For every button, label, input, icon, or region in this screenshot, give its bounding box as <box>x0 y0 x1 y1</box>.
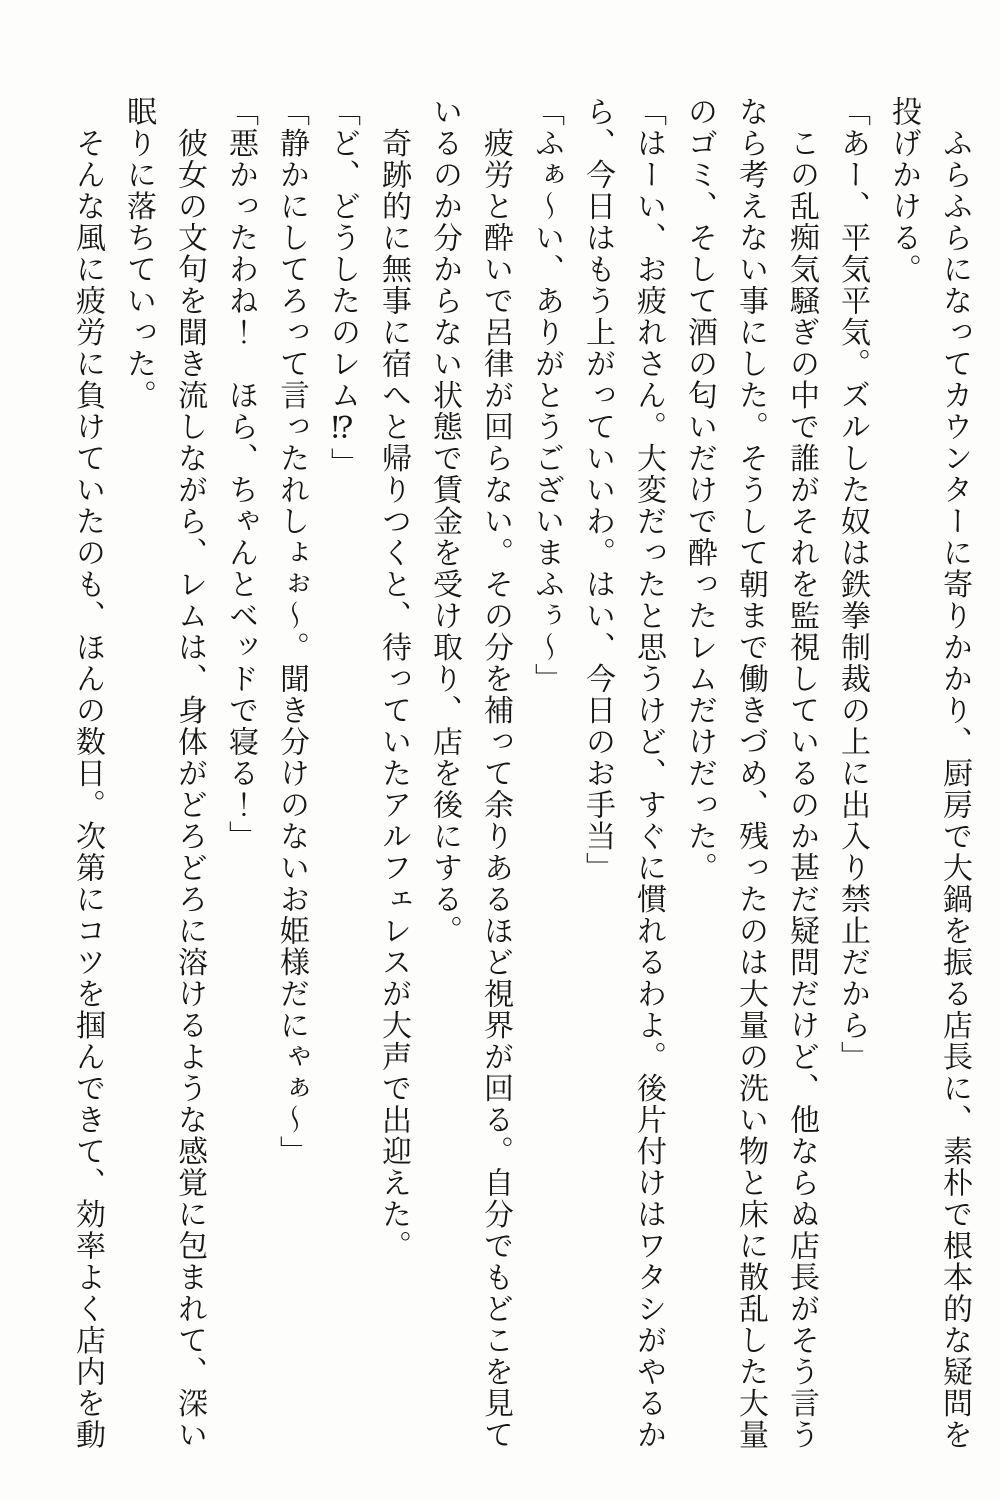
text-line: なら考えない事にした。そうして朝まで働きづめ、残ったのは大量の洗い物と床に散乱した大量 <box>734 96 767 1451</box>
text-line-dialogue: 「悪かったわね！ ほら、ちゃんとベッドで寝る！」 <box>224 96 257 852</box>
novel-text-block <box>62 96 980 1461</box>
text-line-dialogue: 「ふぁ～い、ありがとうございまふぅ～」 <box>530 96 563 695</box>
text-line: 投げかける。 <box>887 96 920 285</box>
text-line: 眠りに落ちていった。 <box>122 96 155 411</box>
text-line: この乱痴気騒ぎの中で誰がそれを監視しているのか甚だ疑問だけど、他ならぬ店長がそう言う <box>785 96 818 1451</box>
text-line-dialogue: 「あー、平気平気。ズルした奴は鉄拳制裁の上に出入り禁止だから」 <box>836 96 869 1073</box>
text-line-dialogue: 「ど、どうしたのレム⁉」 <box>326 96 359 479</box>
text-line: ふらふらになってカウンターに寄りかかり、厨房で大鍋を振る店長に、素朴で根本的な疑問を <box>938 96 971 1451</box>
text-line-dialogue: 「はーい、お疲れさん。大変だったと思うけど、すぐに慣れるわよ。後片付けはワタシがやるか <box>632 96 665 1451</box>
text-line-dialogue: 「静かにしてろって言ったれしょぉ～。聞き分けのないお姫様だにゃぁ～」 <box>275 96 308 1167</box>
text-line: のゴミ、そして酒の匂いだけで酔ったレムだけだった。 <box>683 96 716 884</box>
text-line: 疲労と酔いで呂律が回らない。その分を補って余りあるほど視界が回る。自分でもどこを見て <box>479 96 512 1451</box>
text-line: いるのか分からない状態で賃金を受け取り、店を後にする。 <box>428 96 461 947</box>
text-line: 彼女の文句を聞き流しながら、レムは、身体がどろどろに溶けるような感覚に包まれて、深い <box>173 96 206 1451</box>
text-line-dialogue: ら、今日はもう上がっていいわ。はい、今日のお手当」 <box>581 96 614 884</box>
text-line: そんな風に疲労に負けていたのも、ほんの数日。次第にコツを掴んできて、効率よく店内を動 <box>71 96 104 1451</box>
text-line: 奇跡的に無事に宿へと帰りつくと、待っていたアルフェレスが大声で出迎えた。 <box>377 96 410 1262</box>
